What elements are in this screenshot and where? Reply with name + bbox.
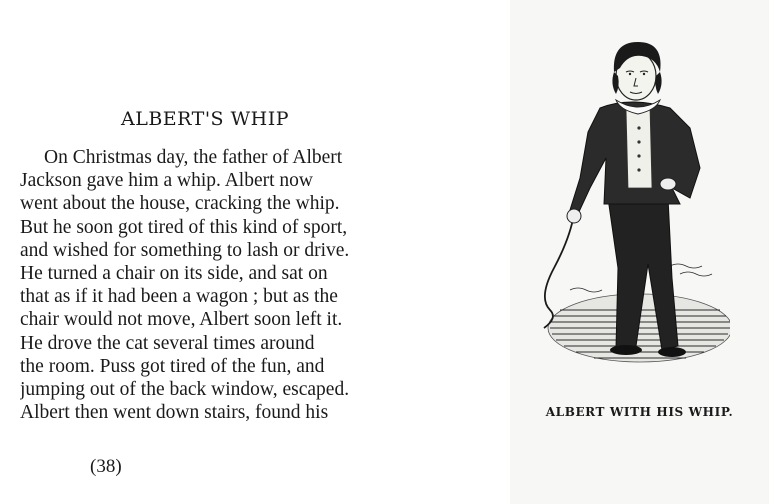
vest: [626, 108, 652, 188]
page-gutter: [392, 0, 510, 504]
boy-with-whip-illustration: [530, 28, 730, 398]
text-line: jumping out of the back window, escaped.: [20, 379, 350, 401]
text-line: Jackson gave him a whip. Albert now: [20, 170, 313, 192]
text-line: chair would not move, Albert soon left it.: [20, 309, 343, 331]
text-line: the room. Puss got tired of the fun, and: [20, 355, 325, 377]
text-line: But he soon got tired of this kind of sport,: [20, 216, 348, 238]
page-number: (38): [90, 456, 122, 477]
text-line: Albert then went down stairs, found his: [20, 402, 329, 424]
text-line: He turned a chair on its side, and sat on: [20, 263, 328, 285]
text-line: and wished for something to lash or drive.: [20, 239, 350, 261]
text-line: that as if it had been a wagon ; but as the: [20, 286, 338, 308]
text-line: He drove the cat several times around: [20, 332, 315, 354]
chapter-title: ALBERT'S WHIP: [121, 108, 289, 130]
illustration-caption: ALBERT WITH HIS WHIP.: [545, 405, 734, 419]
body-text: [20, 146, 390, 424]
text-line: went about the house, cracking the whip.: [20, 193, 340, 215]
text-line: On Christmas day, the father of Albert: [44, 147, 343, 168]
